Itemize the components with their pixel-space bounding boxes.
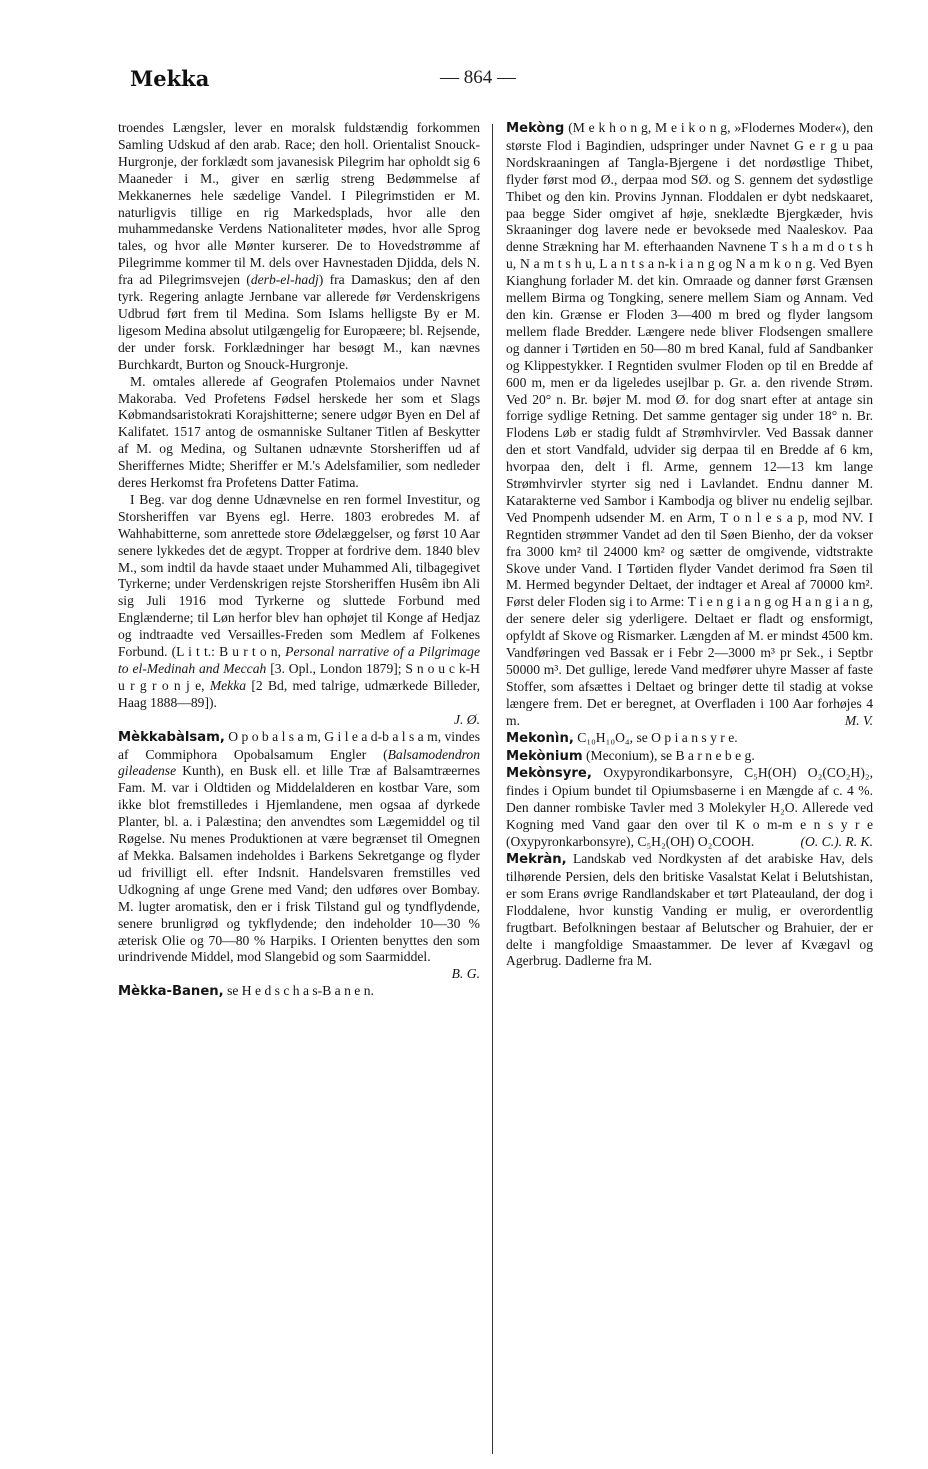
author-signature: (O. C.). R. K.: [800, 834, 873, 850]
entry-mekran: Mekràn, Landskab ved Nordkysten af det arabiske Hav, dels tilhørende Persien, dels den britiske Vasalstat Kelat i Belutshistan, er som Erans øvrige Randlandskaber et tørt Plateauland, der dog i Floddalene, hvor kunstig Vanding er mulig, er overordentlig frugtbart. Befolkningen bestaar af Belutscher og Brahuier, der er delte i mangfoldige Smaastammer. De lever af Kvægavl og Agerbrug. Dadlerne fra M.: [506, 850, 873, 969]
headword: Mekràn,: [506, 851, 567, 867]
author-signature: M. V.: [844, 712, 873, 728]
entry-mekka-banen: Mèkka-Banen, se H e d s c h a s-B a n e n.: [118, 983, 374, 1000]
headword: Mekònium: [506, 748, 583, 764]
entry-mekonin: Mekonìn, C₁₀H₁₀O₄, se O p i a n s y r e.: [506, 729, 738, 746]
page-number: — 864 —: [440, 67, 516, 88]
author-signature: J. Ø.: [453, 711, 480, 727]
entry-mekong: Mekòng (M e k h o n g, M e i k o n g, »Flodernes Moder«), den største Flod i Bagindien, udspringer under Navnet G e r g u paa Nordskraaningen af Tangla-Bjergene i det nordøstlige Thibet, flyder først mod Ø., derpaa mod SØ. og S. gennem det sydøstlige Thibet og den kin. Provins Jynnan. Floddalen er dybt nedskaaret, paa begge Sider omgivet af høje, sneklædte Bjergkæder, hvis Skraaninger dog lavere nede er bevoksede med Naaleskov. Paa denne Strækning har M. efterhaanden Navnene T s h a m d o t s h u, N a m t s h u, L a n t s a n-k i a n g og N a m k o n g. Ved Byen Kianghung forlader M. det kin. Omraade og danner først Grænsen mellem Birma og Tongking, senere mellem Siam og Annam. Ved den kin. Grænse er Floden 3—400 m bred og flyder langsom mellem flade Bredder. Længere nede bliver Flodsengen smallere og danner i Tørtiden en 50—80 m bred Kanal, fuld af Sandbanker og Klippestykker. I Regntiden svulmer Floden op til en Bredde af 600 m, men er da ligeledes usejlbar p. Gr. a. den rivende Strøm. Ved 20° n. Br. bøjer M. mod Ø. for dog snart efter at antage sin forrige sydlige Retning. Det samme gentager sig under 18° n. Br. Flodens Løb er stadig fuldt af Strømhvirvler. Ved Bassak danner den et stort Vandfald, udvider sig derpaa til en Bredde af 6 km, hvorpaa den, delt i fl. Arme, gennem 12—13 km lange Strømhvirvler styrter sig ned i Lavlandet. Endnu danner M. Katarakterne ved Sambor i Kambodja og bliver nu endelig sejlbar. Ved Pnompenh udsender M. en Arm, T o n l e s a p, mod NV. I Regntiden strømmer Vandet ad den til Søen Bienho, der da vokser fra 3000 km² til 24000 km² og sætter de omgivende, vidtstrakte Skove under Vand. I Tørtiden flyder Vandet derimod fra Søen til M. Hermed begynder Deltaet, der indtager et Areal af 70000 km². Først deler Floden sig i to Arme: T i e n g i a n g og H a n g i a n g, der senere deler sig yderligere. Deltaet er fladt og ensformigt, opfyldt af Skove og Rismarker. Længden af M. er mindst 4500 km. Vandføringen ved Bassak er i Febr 2—3000 m³ pr Sek., i Septbr 50000 m³. Det gullige, lerede Vand medfører uhyre Masser af faste Stoffer, som afsættes i Deltaet og bringer dette til stadig at vokse længere frem. Det er beregnet, at Overfladen i 100 Aar forhøjes 4 m. M. V.: [506, 120, 873, 728]
running-title: Mekka: [130, 66, 210, 91]
paragraph-mekka-continued: troendes Længsler, lever en moralsk fuldstændig forkommen Samling Udskud af den arab. Race; den holl. Orientalist Snouck-Hurgronje, der forklædt som javanesisk Pilegrim har opholdt sig 6 Maaneder i M., giver en særlig streng Bedømmelse af Mekkanernes hele sædelige Vandel. I Pilegrimstiden er M. naturligvis tillige en rig Markedsplads, hvor alle den muhammedanske Verdens Nationaliteter mødes, hvor alle Sprog tales, og hvor alle Mønter kurserer. De to Hovedstrømme af Pilegrimme kommer til M. dels over Havnestaden Djidda, dels N. fra ad Pilegrimsvejen (derb-el-hadj) fra Damaskus; den af den tyrk. Regering anlagte Jernbane var allerede før Verdenskrigens Udbrud ført frem til Medina. Som Islams helligste By er M. ligesom Medina absolut utilgængelig for Europæere; bl. Rejsende, der under forsk. Forklædninger har besøgt M., kan nævnes Burchkardt, Burton og Snouck-Hurgronje.: [118, 120, 480, 372]
headword: Mekòng: [506, 121, 565, 136]
paragraph-mekka-modern: I Beg. var dog denne Udnævnelse en ren formel Investitur, og Storsheriffen var Byens egl. Herre. 1803 erobredes M. af Wahhabitterne, som anrettede store Ødelæggelser, og først 10 Aar senere lykkedes det de ægypt. Tropper at fordrive dem. 1840 blev M., som indtil da havde staaet under Muhammed Ali, tilbagegivet Tyrkerne; under Verdenskrigen rejste Storsheriffen Husêm ibn Ali sig Juli 1916 mod Tyrkerne og sluttede Forbund med Englænderne; til Løn herfor blev han ophøjet til Konge af Hedjaz og indtraadte ved Versailles-Freden som Medlem af Folkenes Forbund. (L i t t.: B u r t o n, Personal narrative of a Pilgrimage to el-Medinah and Meccah [3. Opl., London 1879]; S n o u c k-H u r g r o n j e, Mekka [2 Bd, med talrige, udmærkede Billeder, Haag 1888—89]).: [118, 491, 480, 710]
headword: Mekonìn,: [506, 730, 574, 746]
entry-mekonium: Mekònium (Meconium), se B a r n e b e g.: [506, 747, 755, 764]
headword: Mekònsyre,: [506, 766, 592, 782]
headword: Mèkkabàlsam,: [118, 729, 225, 745]
left-column: [118, 120, 480, 1460]
entry-mekkabalsam: Mèkkabàlsam, O p o b a l s a m, G i l e a d-b a l s a m, vindes af Commiphora Opobalsamum Engler (Balsamodendron gileadense Kunth), en Busk ell. et lille Træ af Balsamtræernes Fam. M. var i Oldtiden og Middelalderen en kostbar Vare, som ikke blot fremstilledes i Hjemlandene, men ogsaa af dyrkede Planter, bl. a. i Palæstina; den anvendtes som Lægemiddel og til Røgelse. Nu menes Produktionen at være begrænset til Omegnen af Mekka. Balsamen indeholdes i Barkens Sekretgange og flyder ud frivilligt ell. efter Indsnit. Handelsvaren fremstilles ved Udkogning af unge Grene med Vand; den udføres over Bombay. M. lugter aromatisk, den er i frisk Tilstand gul og tyndflydende, senere brunligrød og tykflydende; den indeholder 10—30 % æterisk Olie og 70—80 % Harpiks. I Orienten benyttes den som urindrivende Middel, mod Slangebid og som Saarmiddel.: [118, 728, 480, 965]
author-signature: B. G.: [451, 966, 480, 982]
paragraph-mekka-history: M. omtales allerede af Geografen Ptolemaios under Navnet Makoraba. Ved Profetens Fødsel herskede her som et Slags Købmandsaristokrati Korajshitterne; senere udgør Byen en Del af Kalifatet. 1517 antog de osmanniske Sultaner Titlen af Beskytter af M. og Medina, og Sultanen udnævnte Storsheriffen ud af Sheriffernes Midte; Sheriffer er M.'s Adelsfamilier, som nedleder deres Herkomst fra Profetens Datter Fatima.: [118, 373, 480, 491]
right-column: [506, 120, 873, 1460]
page-header: [0, 50, 928, 110]
headword: Mèkka-Banen,: [118, 984, 224, 1000]
column-divider: [492, 124, 493, 1454]
entry-mekonsyre: Mekònsyre, Oxypyrondikarbonsyre, C₅H(OH) O₂(CO₂H)₂, findes i Opium bundet til Opiumsbaserne i en Mængde af c. 4 %. Den danner rombiske Tavler med 3 Molekyler H₂O. Allerede ved Kogning med Vand gaar den over til K o m-m e n s y r e (Oxypyronkarbonsyre), C₅H₂(OH) O₂COOH. (O. C.). R. K.: [506, 765, 873, 850]
